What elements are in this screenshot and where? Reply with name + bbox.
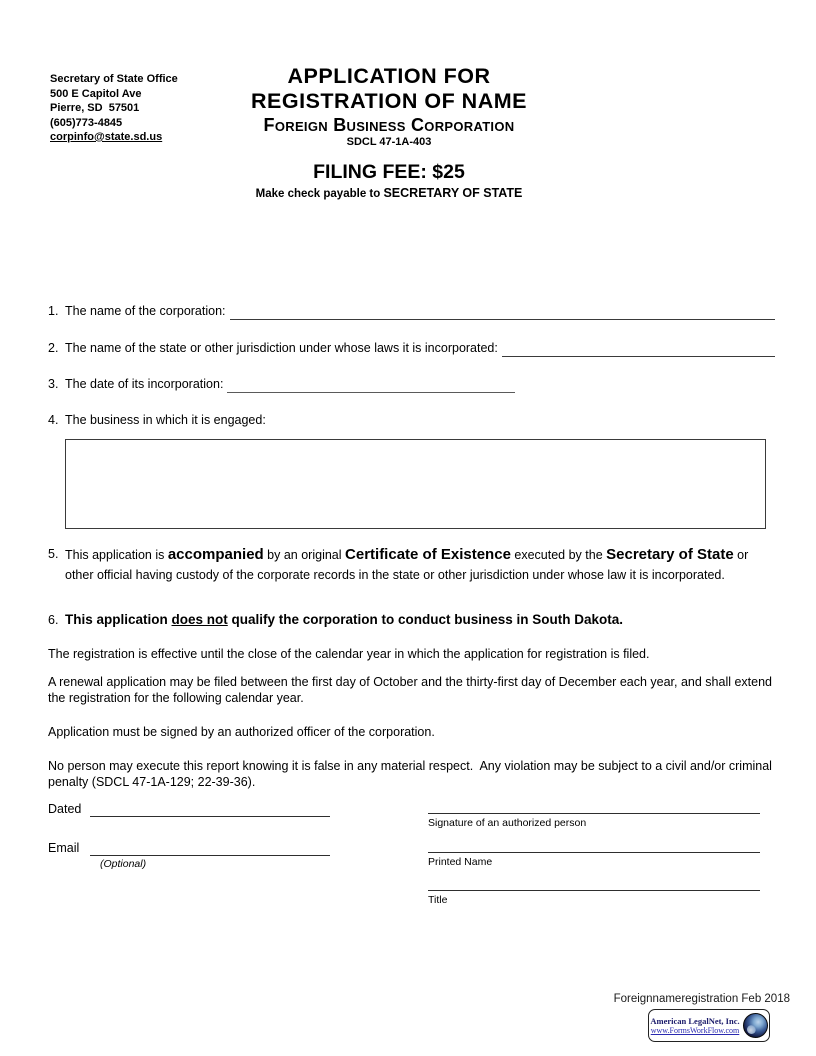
corporation-name-input-line[interactable] bbox=[230, 304, 775, 320]
business-description-box[interactable] bbox=[65, 439, 766, 529]
badge-text-block bbox=[650, 1016, 739, 1036]
item4-label: The business in which it is engaged: bbox=[65, 413, 266, 427]
item5-text bbox=[65, 545, 770, 585]
legalnet-company-name: American LegalNet, Inc. bbox=[650, 1015, 740, 1026]
item5-text-4: or other official having custody of the corporate records in the state or other jurisdiction under whose law it is incorporated. bbox=[65, 548, 749, 582]
printed-name-caption: Printed Name bbox=[428, 856, 493, 868]
item3-number: 3. bbox=[48, 377, 59, 391]
item6-text-1: This application bbox=[65, 612, 172, 627]
office-name: Secretary of State Office bbox=[50, 73, 178, 85]
field-corporation-name bbox=[48, 303, 775, 320]
signature-caption: Signature of an authorized person bbox=[428, 817, 587, 829]
jurisdiction-input-line[interactable] bbox=[502, 341, 775, 357]
item5-text-3: executed by the bbox=[510, 548, 607, 562]
formsworkflow-link[interactable]: www.FormsWorkFlow.com bbox=[650, 1025, 740, 1035]
paragraph-registration-effective: The registration is effective until the close of the calendar year in which the application for registration is filed. bbox=[48, 647, 650, 661]
form-title-line1: APPLICATION FOR bbox=[287, 64, 491, 88]
document-reference: Foreignnameregistration Feb 2018 bbox=[613, 993, 790, 1005]
item5-text-1: This application is bbox=[65, 548, 168, 562]
item6-statement bbox=[48, 612, 783, 628]
fee-note bbox=[0, 186, 778, 201]
item6-text bbox=[65, 612, 623, 628]
item4-number: 4. bbox=[48, 413, 59, 427]
paragraph-penalty: No person may execute this report knowing it is false in any material respect. Any violation may be subject to a civil and/or criminal penalty (SDCL 47-1A-129; 22-39-36). bbox=[48, 759, 776, 789]
paragraph-signing: Application must be signed by an authorized officer of the corporation. bbox=[48, 725, 435, 739]
dated-input-line[interactable] bbox=[90, 803, 330, 817]
paragraph-renewal: A renewal application may be filed between the first day of October and the thirty-first day of December each year, and shall extend the registration for the following calendar year. bbox=[48, 675, 776, 705]
office-phone: (605)773-4845 bbox=[50, 116, 123, 129]
office-street: 500 E Capitol Ave bbox=[50, 87, 142, 100]
field-jurisdiction bbox=[48, 340, 775, 357]
statute-reference: SDCL 47-1A-403 bbox=[346, 136, 432, 148]
item1-label: The name of the corporation: bbox=[65, 304, 226, 318]
item5-bold-accompanied: accompanied bbox=[167, 546, 264, 563]
form-title-block bbox=[0, 64, 778, 201]
item1-number: 1. bbox=[48, 304, 59, 318]
item5-number: 5. bbox=[48, 547, 59, 561]
title-caption: Title bbox=[428, 894, 448, 906]
item5-statement bbox=[48, 545, 770, 585]
title-input-line[interactable] bbox=[428, 877, 760, 891]
item3-label: The date of its incorporation: bbox=[65, 377, 224, 391]
filing-fee: FILING FEE: $25 bbox=[313, 161, 465, 183]
email-input-line[interactable] bbox=[90, 842, 330, 856]
item6-text-2: qualify the corporation to conduct business in South Dakota. bbox=[227, 612, 624, 627]
email-optional-note: (Optional) bbox=[100, 858, 147, 870]
fee-note-prefix: Make check payable to bbox=[255, 188, 384, 200]
office-city-state-zip: Pierre, SD 57501 bbox=[50, 102, 140, 114]
item2-label: The name of the state or other jurisdiction under whose laws it is incorporated: bbox=[65, 341, 498, 355]
form-subtitle: Foreign Business Corporation bbox=[263, 115, 515, 135]
incorporation-date-input-line[interactable] bbox=[227, 377, 515, 393]
item5-bold-secretary: Secretary of State bbox=[606, 546, 734, 563]
email-label: Email bbox=[48, 841, 80, 855]
office-email-link[interactable]: corpinfo@state.sd.us bbox=[50, 131, 163, 143]
item5-text-2: by an original bbox=[263, 548, 346, 562]
field-incorporation-date bbox=[48, 376, 515, 393]
dated-label: Dated bbox=[48, 802, 82, 816]
printed-name-input-line[interactable] bbox=[428, 839, 760, 853]
fee-note-payee: SECRETARY OF STATE bbox=[383, 186, 523, 200]
item5-bold-certificate: Certificate of Existence bbox=[345, 546, 511, 563]
signature-input-line[interactable] bbox=[428, 800, 760, 814]
field-business-engaged bbox=[48, 412, 266, 429]
american-legalnet-badge bbox=[648, 1009, 770, 1042]
globe-icon bbox=[743, 1013, 768, 1038]
item2-number: 2. bbox=[48, 341, 59, 355]
item6-underlined-does-not: does not bbox=[171, 612, 228, 627]
item6-number: 6. bbox=[48, 613, 59, 627]
form-title-line2: REGISTRATION OF NAME bbox=[251, 89, 527, 113]
